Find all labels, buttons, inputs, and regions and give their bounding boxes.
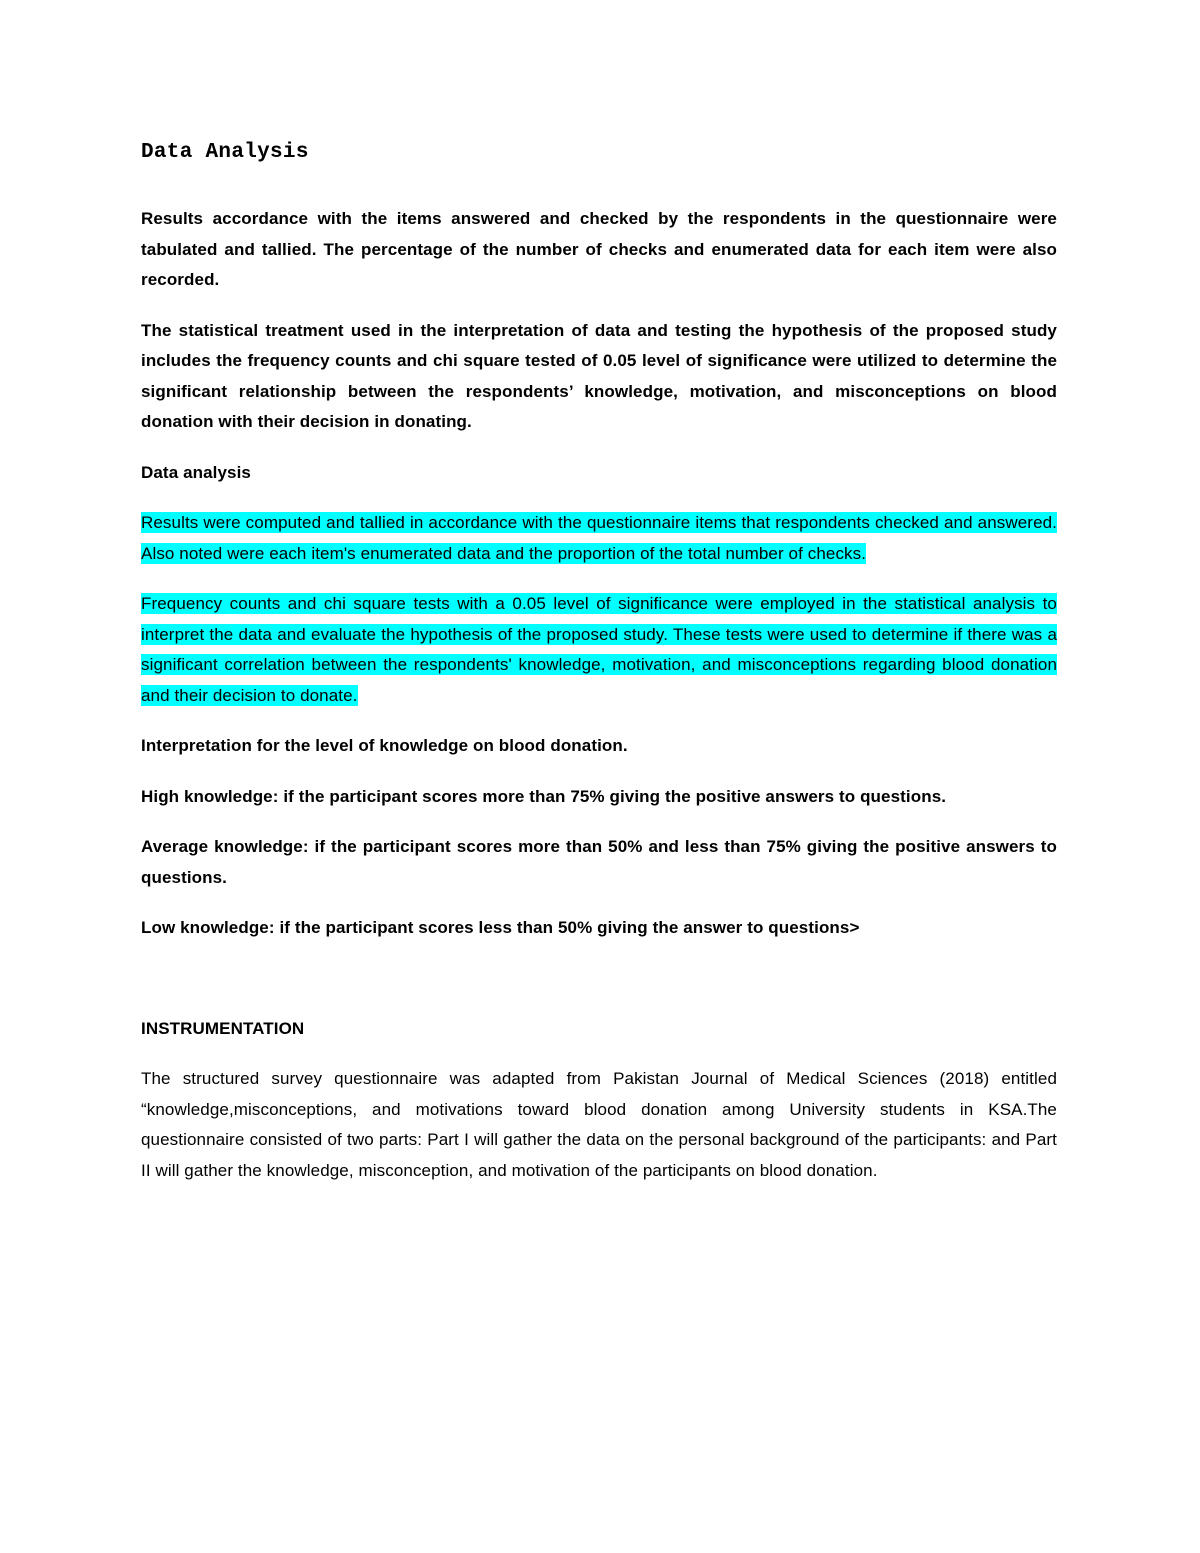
document-page	[141, 138, 1057, 1206]
document-title: Data Analysis	[141, 141, 309, 164]
highlight-results: Results were computed and tallied in accordance with the questionnaire items that respondents checked and answered. Also noted were each item's enumerated data and the proportion of the total number of checks.	[141, 513, 1057, 563]
highlighted-paragraph-results	[141, 508, 1057, 569]
paragraph-low-knowledge: Low knowledge: if the participant scores less than 50% giving the answer to questions>	[141, 918, 860, 937]
paragraph-interpretation: Interpretation for the level of knowledge on blood donation.	[141, 736, 628, 755]
heading-instrumentation: INSTRUMENTATION	[141, 1018, 305, 1038]
highlight-frequency: Frequency counts and chi square tests with a 0.05 level of significance were employed in the statistical analysis to interpret the data and evaluate the hypothesis of the proposed study. These tests were used to determine if there was a significant correlation between the respondents' knowledge, motivation, and misconceptions regarding blood donation and their decision to donate.	[141, 594, 1057, 705]
paragraph-statistical-treatment: The statistical treatment used in the interpretation of data and testing the hypothesis of the proposed study includes the frequency counts and chi square tested of 0.05 level of significance were utilized to determine the significant relationship between the respondents’ knowledge, motivation, and misconceptions on blood donation with their decision in donating.	[141, 320, 1057, 431]
paragraph-results-accordance: Results accordance with the items answered and checked by the respondents in the questionnaire were tabulated and tallied. The percentage of the number of checks and enumerated data for each item were also recorded.	[141, 209, 1057, 289]
section-spacer	[141, 964, 1057, 1014]
highlighted-paragraph-frequency	[141, 589, 1057, 711]
paragraph-instrumentation: The structured survey questionnaire was adapted from Pakistan Journal of Medical Sciences (2018) entitled “knowledge,misconceptions, and motivations toward blood donation among University students in KSA.The questionnaire consisted of two parts: Part I will gather the data on the personal background of the participants: and Part II will gather the knowledge, misconception, and motivation of the participants on blood donation.	[141, 1069, 1057, 1180]
subheading-data-analysis: Data analysis	[141, 462, 251, 482]
paragraph-average-knowledge: Average knowledge: if the participant scores more than 50% and less than 75% giving the positive answers to questions.	[141, 837, 1057, 887]
paragraph-high-knowledge: High knowledge: if the participant scores more than 75% giving the positive answers to questions.	[141, 786, 947, 806]
